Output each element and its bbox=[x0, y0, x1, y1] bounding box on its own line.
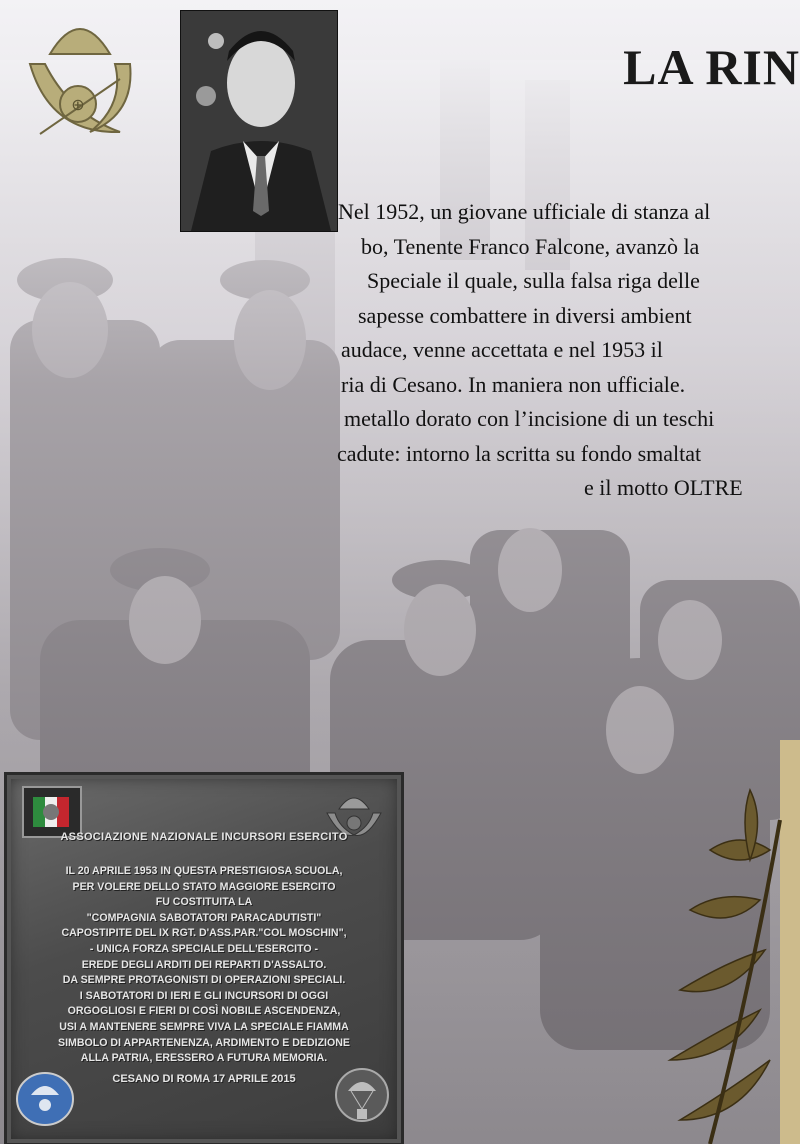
plaque-inscription bbox=[15, 864, 393, 1067]
plaque-line: CAPOSTIPITE DEL IX RGT. D'ASS.PAR."COL MOSCHIN", bbox=[61, 927, 347, 940]
plaque-line: PER VOLERE DELLO STATO MAGGIORE ESERCITO bbox=[72, 880, 336, 893]
commemorative-plaque bbox=[4, 772, 404, 1144]
plaque-line: "COMPAGNIA SABOTATORI PARACADUTISTI" bbox=[86, 911, 322, 924]
intro-line: cadute: intorno la scritta su fondo smaltat bbox=[337, 440, 702, 466]
intro-line: Speciale il quale, sulla falsa riga delle bbox=[367, 268, 700, 293]
intro-line: e il motto OLTRE bbox=[584, 475, 743, 500]
plaque-line: SIMBOLO DI APPARTENENZA, ARDIMENTO E DEDIZIONE bbox=[58, 1036, 350, 1049]
laurel-branch-icon bbox=[650, 740, 800, 1144]
plaque-footer-date: CESANO DI ROMA 17 APRILE 2015 bbox=[112, 1073, 296, 1085]
intro-line: Nel 1952, un giovane ufficiale di stanza al bbox=[338, 199, 711, 224]
intro-line: metallo dorato con l’incisione di un teschi bbox=[344, 406, 715, 431]
plaque-line: FU COSTITUITA LA bbox=[155, 896, 253, 909]
officer-portrait-photo bbox=[180, 10, 338, 232]
intro-line: audace, venne accettata e nel 1953 il bbox=[341, 337, 663, 362]
page-title: LA RIN bbox=[623, 39, 800, 95]
plaque-line: DA SEMPRE PROTAGONISTI DI OPERAZIONI SPECIALI. bbox=[62, 974, 346, 987]
plaque-line: USI A MANTENERE SEMPRE VIVA LA SPECIALE FIAMMA bbox=[59, 1020, 349, 1033]
plaque-line: IL 20 APRILE 1953 IN QUESTA PRESTIGIOSA SCUOLA, bbox=[65, 865, 343, 877]
plaque-line: - UNICA FORZA SPECIALE DELL'ESERCITO - bbox=[89, 942, 319, 955]
plaque-line: ORGOGLIOSI E FIERI DI COSÌ NOBILE ASCENDENZA, bbox=[67, 1005, 341, 1018]
intro-line: ria di Cesano. In maniera non ufficiale. bbox=[341, 371, 686, 397]
plaque-line: I SABOTATORI DI IERI E GLI INCURSORI DI OGGI bbox=[79, 989, 329, 1002]
paratrooper-wings-emblem-icon bbox=[10, 4, 150, 140]
intro-paragraph bbox=[334, 195, 800, 506]
parachute-medal-icon bbox=[333, 1065, 391, 1129]
plaque-association: ASSOCIAZIONE NAZIONALE INCURSORI ESERCITO bbox=[60, 831, 348, 843]
svg-text:⊕: ⊕ bbox=[71, 95, 85, 114]
intro-line: sapesse combattere in diversi ambient bbox=[358, 302, 692, 328]
blue-unit-badge-icon bbox=[15, 1071, 75, 1127]
intro-line: bo, Tenente Franco Falcone, avanzò la bbox=[361, 233, 700, 259]
plaque-line: EREDE DEGLI ARDITI DEI REPARTI D'ASSALTO. bbox=[81, 958, 327, 971]
plaque-line: ALLA PATRIA, ERESSERO A FUTURA MEMORIA. bbox=[80, 1052, 328, 1065]
